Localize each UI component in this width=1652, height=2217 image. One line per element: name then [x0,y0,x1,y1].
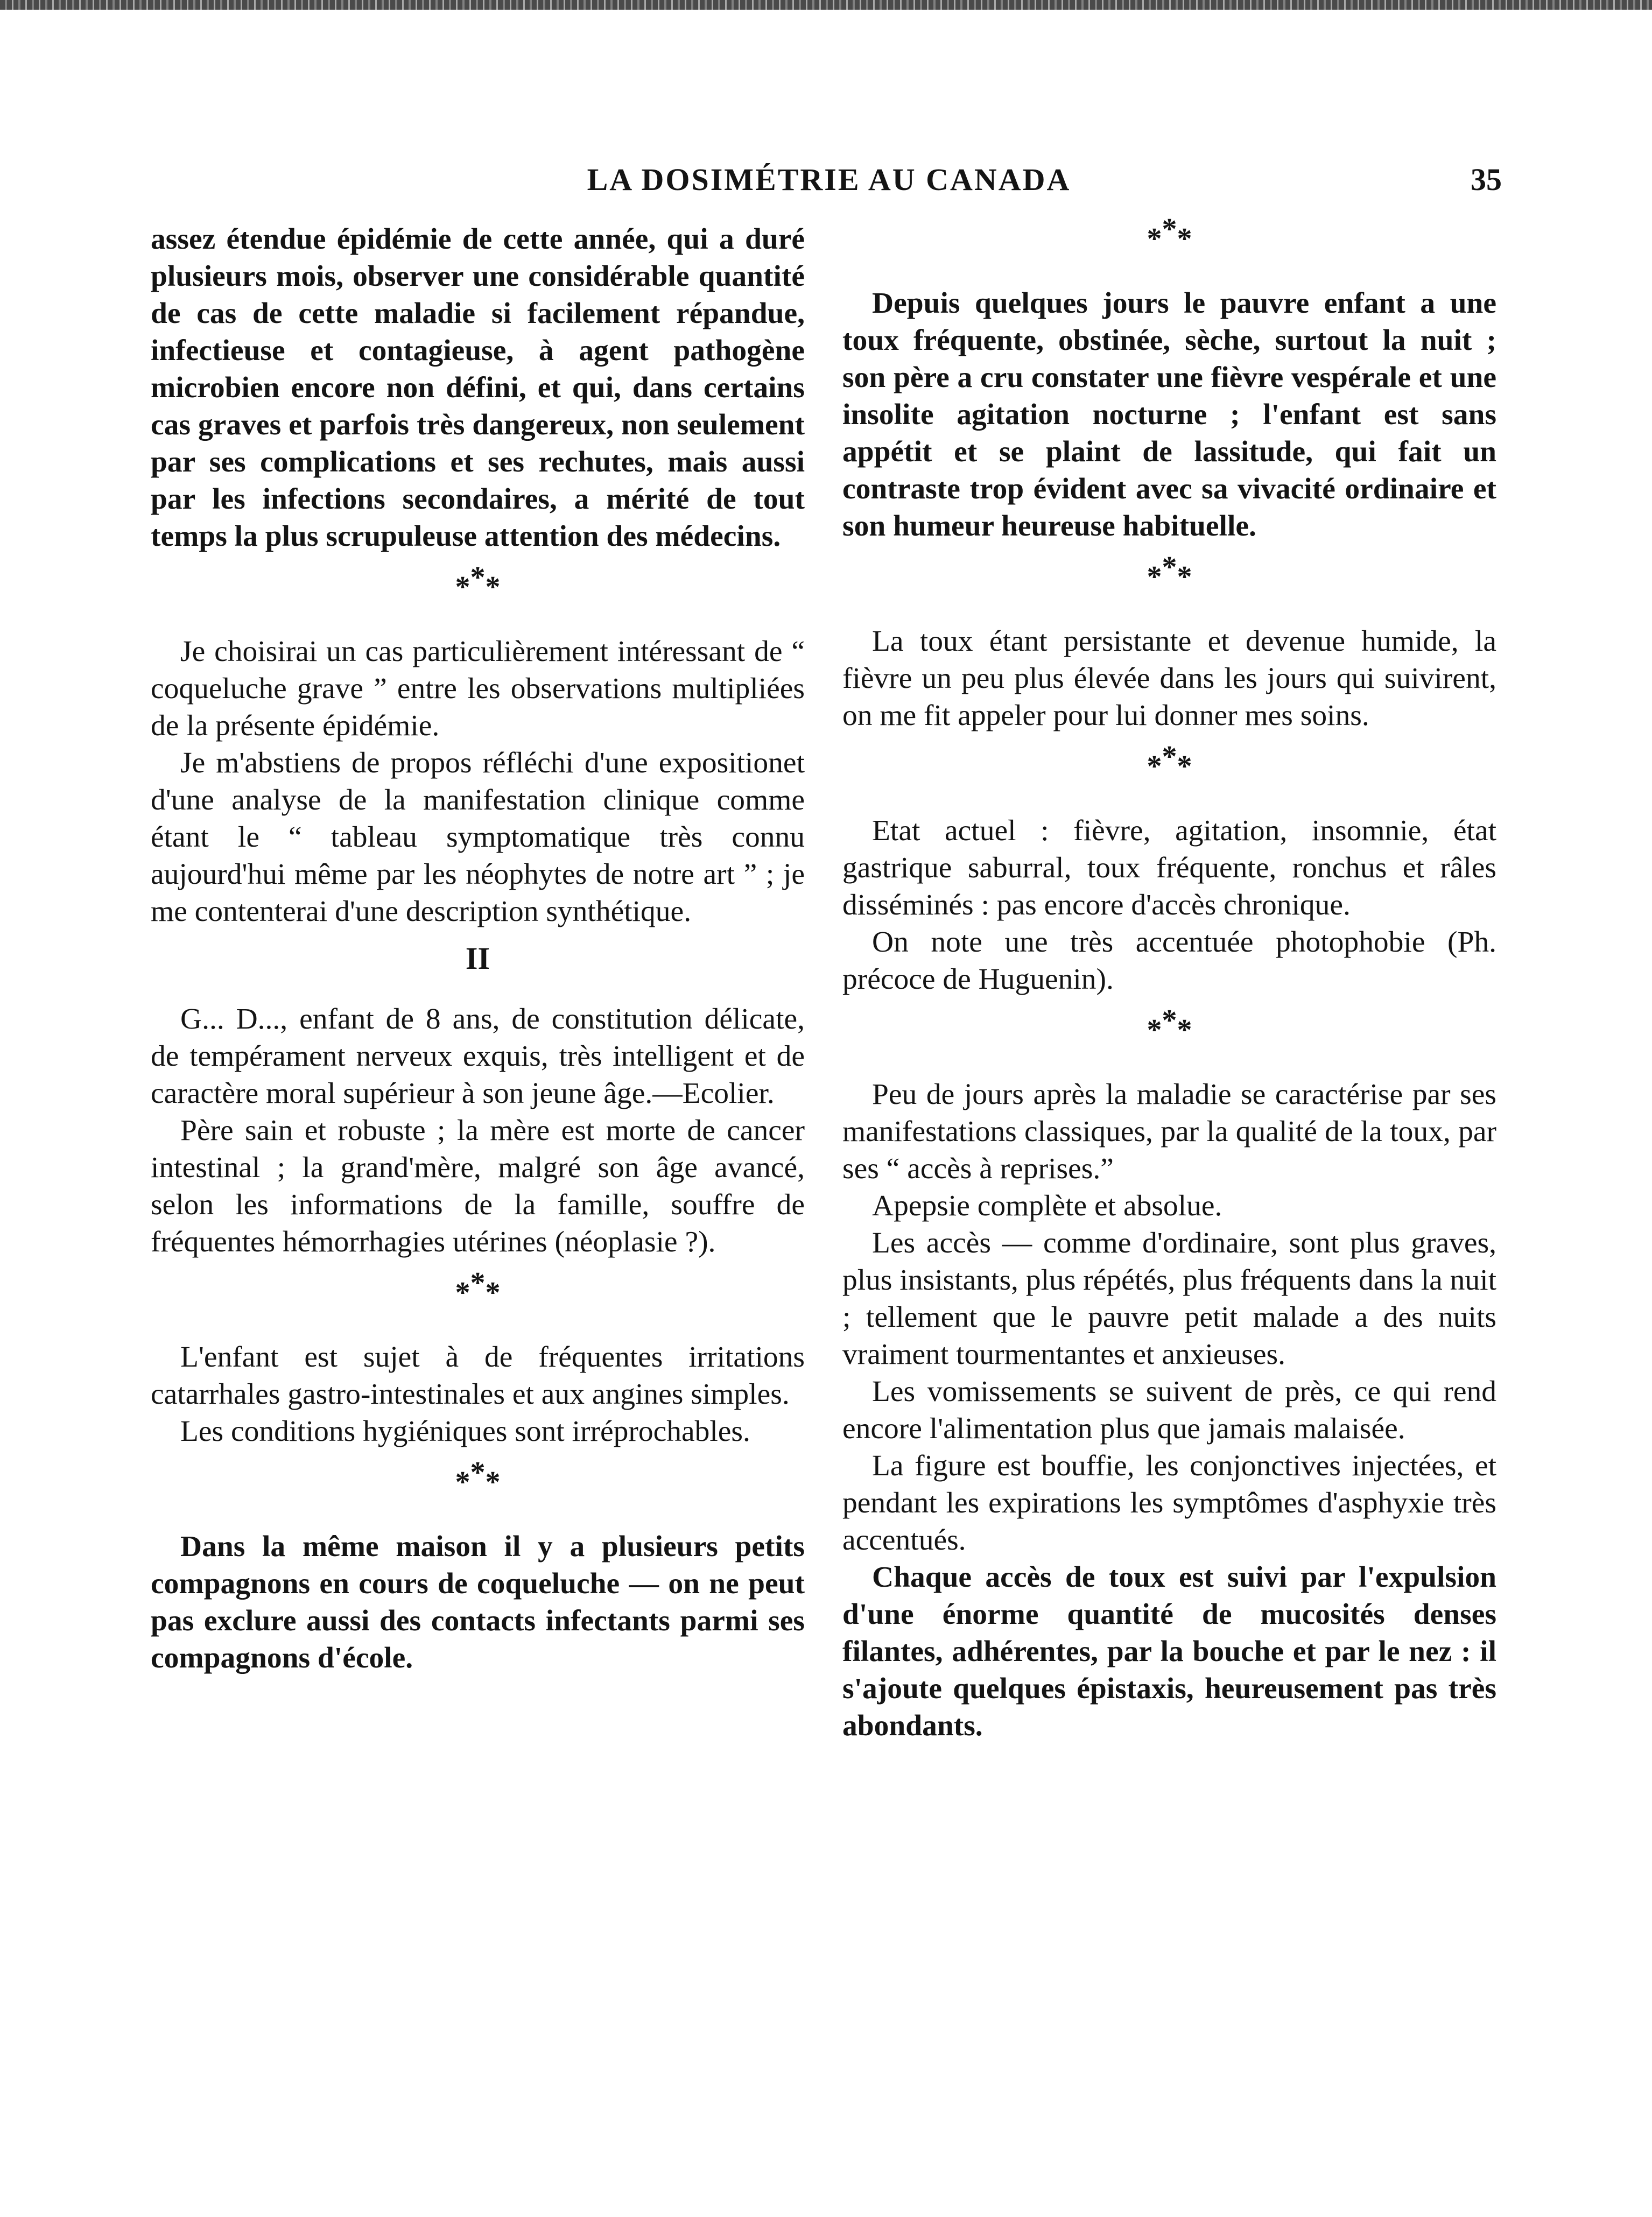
asterism-separator: *** [1147,551,1192,594]
paragraph: On note une très accentuée photophobie (Ph. précoce de Huguenin). [842,926,1496,996]
paragraph: Dans la même maison il y a plusieurs petits compagnons en cours de coqueluche — on ne peut pas exclure aussi des contacts infectants parmi ses compagnons d'école. [151,1530,805,1674]
running-head-title: LA DOSIMÉTRIE AU CANADA [587,162,1071,197]
left-column [151,221,805,1677]
asterism-separator: *** [455,1456,501,1499]
paragraph: Je choisirai un cas particulièrement intéressant de “ coqueluche grave ” entre les observations multipliées de la présente épidémie. [151,635,805,742]
paragraph: Depuis quelques jours le pauvre enfant a une toux fréquente, obstinée, sèche, surtout la nuit ; son père a cru constater une fièvre vespérale et une insolite agitation nocturne ; l'enfant est sans appétit et se plaint de lassitude, qui fait un contraste trop évident avec sa vivacité ordinaire et son humeur heureuse habituelle. [842,287,1496,543]
asterism-separator: *** [1147,740,1192,783]
paragraph: Je m'abstiens de propos réfléchi d'une expositionet d'une analyse de la manifestation clinique comme étant le “ tableau symptomatique très connu aujourd'hui même par les néophytes de notre art ” ; je me contenterai d'une description synthétique. [151,747,805,928]
paragraph: Père sain et robuste ; la mère est morte de cancer intestinal ; la grand'mère, malgré son âge avancé, selon les informations de la famille, souffre de fréquentes hémorrhagies utérines (néoplasie ?). [151,1114,805,1258]
paragraph: G... D..., enfant de 8 ans, de constitution délicate, de tempérament nerveux exquis, très intelligent et de caractère moral supérieur à son jeune âge.—Ecolier. [151,1003,805,1110]
paragraph: La toux étant persistante et devenue humide, la fièvre un peu plus élevée dans les jours qui suivirent, on me fit appeler pour lui donner mes soins. [842,625,1496,732]
paragraph: Les accès — comme d'ordinaire, sont plus graves, plus insistants, plus répétés, plus fréquents dans la nuit ; tellement que le pauvre petit malade a des nuits vraiment tourmentantes et anxieuses. [842,1227,1496,1371]
asterism-separator: *** [1147,1004,1192,1047]
asterism-separator: *** [455,561,501,604]
paragraph: Les conditions hygiéniques sont irréprochables. [180,1415,750,1448]
paragraph: L'enfant est sujet à de fréquentes irritations catarrhales gastro-intestinales et aux angines simples. [151,1341,805,1411]
section-heading: II [465,941,490,976]
paragraph: Etat actuel : fièvre, agitation, insomnie, état gastrique saburral, toux fréquente, ronchus et râles disséminés : pas encore d'accès chronique. [842,814,1496,921]
paragraph: Chaque accès de toux est suivi par l'expulsion d'une énorme quantité de mucosités denses filantes, adhérentes, par la bouche et par le nez : il s'ajoute quelques épistaxis, heureusement pas très abondants. [842,1561,1496,1742]
paragraph: assez étendue épidémie de cette année, qui a duré plusieurs mois, observer une considérable quantité de cas de cette maladie si facilement répandue, infectieuse et contagieuse, à agent pathogène microbien encore non défini, et qui, dans certains cas graves et parfois très dangereux, non seulement par ses complications et ses rechutes, mais aussi par les infections secondaires, a mérité de tout temps la plus scrupuleuse attention des médecins. [151,223,805,553]
asterism-separator: *** [455,1266,501,1310]
top-border-rule [0,0,1652,10]
paragraph: Apepsie complète et absolue. [872,1190,1222,1222]
paragraph: Peu de jours après la maladie se caractérise par ses manifestations classiques, par la qualité de la toux, par ses “ accès à reprises.” [842,1078,1496,1185]
paragraph: Les vomissements se suivent de près, ce qui rend encore l'alimentation plus que jamais malaisée. [842,1375,1496,1445]
paragraph: La figure est bouffie, les conjonctives injectées, et pendant les expirations les symptômes d'asphyxie très accentués. [842,1449,1496,1557]
asterism-separator: *** [1147,213,1192,256]
right-column [842,213,1496,1744]
page-number: 35 [1471,162,1502,197]
